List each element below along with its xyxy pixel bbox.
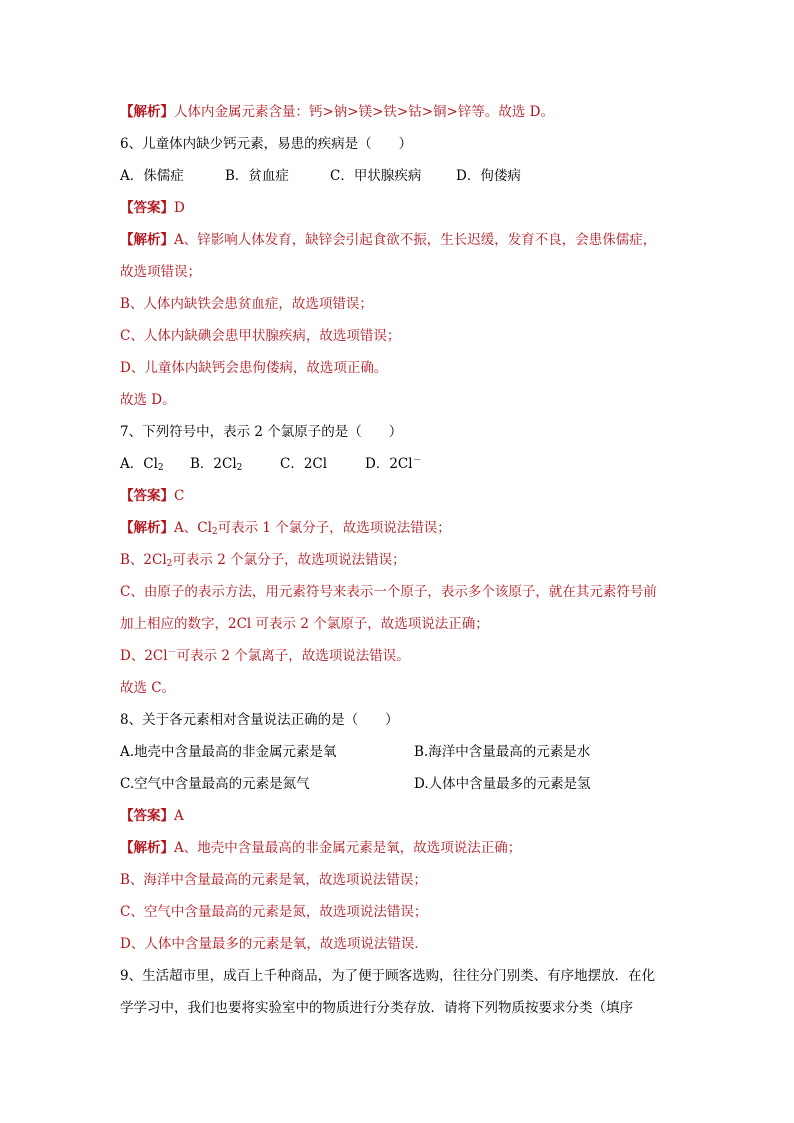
q6-conclusion: 故选 D。 (120, 392, 176, 408)
q8-analysis-3: C、空气中含量最高的元素是氮，故选项说法错误； (120, 904, 428, 920)
q8-option-a: A.地壳中含量最高的非金属元素是氧 (120, 744, 337, 760)
q7-conclusion: 故选 C。 (120, 680, 176, 696)
analysis-tag: 【解析】 (120, 104, 174, 120)
q8-option-d: D.人体中含量最多的元素是氢 (414, 776, 591, 792)
q7-analysis-4: 加上相应的数字，2Cl 可表示 2 个氯原子，故选项说法正确； (120, 616, 489, 632)
q6-option-b: B．贫血症 (225, 168, 289, 184)
q8-analysis-1 (120, 832, 680, 864)
q6-stem: 6、儿童体内缺少钙元素，易患的疾病是（ ） (120, 136, 413, 152)
q7-answer (120, 480, 680, 512)
q6-analysis-3: B、人体内缺铁会患贫血症，故选项错误； (120, 296, 373, 312)
q6-analysis-1 (120, 224, 680, 256)
q6-options (120, 160, 680, 192)
q8-options-row-1 (120, 736, 680, 768)
q7-option-d-text: D．2Cl (365, 456, 413, 472)
formula: B、2Cl (120, 552, 167, 568)
q6-option-c: C．甲状腺疾病 (330, 168, 422, 184)
q7-analysis-3: C、由原子的表示方法，用元素符号来表示一个原子，表示多个该原子，就在其元素符号前 (120, 584, 657, 600)
analysis-tag: 【解析】 (120, 840, 174, 856)
formula: A、Cl (174, 520, 212, 536)
q8-stem: 8、关于各元素相对含量说法正确的是（ ） (120, 712, 399, 728)
q6-analysis-2: 故选项错误； (120, 264, 201, 280)
q7-option-d-superscript: － (412, 456, 422, 466)
q6-analysis-5: D、儿童体内缺钙会患佝偻病，故选项正确。 (120, 360, 388, 376)
formula-superscript: － (167, 648, 177, 658)
q8-options-row-2 (120, 768, 680, 800)
q7-analysis-2 (120, 544, 680, 576)
answer-value: D (174, 200, 185, 216)
q8-option-c: C.空气中含量最高的元素是氮气 (120, 776, 310, 792)
answer-tag: 【答案】 (120, 200, 174, 216)
analysis-tag: 【解析】 (120, 520, 174, 536)
analysis-tag: 【解析】 (120, 232, 174, 248)
formula-subscript: 2 (211, 527, 218, 537)
q7-option-a (120, 448, 190, 480)
analysis-text: A、地壳中含量最高的非金属元素是氧，故选项说法正确； (174, 840, 522, 856)
q9-stem-line-1: 9、生活超市里，成百上千种商品，为了便于顾客选购，往往分门别类、有序地摆放．在化 (120, 968, 656, 984)
q6-analysis-4: C、人体内缺碘会患甲状腺疾病，故选项错误； (120, 328, 401, 344)
q8-option-b: B.海洋中含量最高的元素是水 (414, 744, 591, 760)
q5-analysis (120, 96, 680, 128)
analysis-text-rest: 可表示 1 个氯分子，故选项说法错误； (217, 520, 451, 536)
q7-option-c: C．2Cl (280, 456, 328, 472)
q8-analysis-4: D、人体中含量最多的元素是氧，故选项说法错误． (120, 936, 428, 952)
formula-subscript: 2 (166, 559, 173, 569)
q8-analysis-2: B、海洋中含量最高的元素是氧，故选项说法错误； (120, 872, 427, 888)
document-page (120, 96, 680, 1024)
analysis-text (174, 520, 451, 536)
answer-tag: 【答案】 (120, 808, 174, 824)
answer-value: C (174, 488, 185, 504)
q7-option-a-subscript: 2 (157, 463, 164, 473)
q7-stem: 7、下列符号中，表示 2 个氯原子的是（ ） (120, 424, 403, 440)
formula: D、2Cl (120, 648, 168, 664)
analysis-text-rest: 可表示 2 个氯分子，故选项说法错误； (172, 552, 406, 568)
answer-value: A (174, 808, 184, 824)
answer-tag: 【答案】 (120, 488, 174, 504)
q8-answer (120, 800, 680, 832)
q6-option-a: A．侏儒症 (120, 168, 184, 184)
analysis-text: A、锌影响人体发育，缺锌会引起食欲不振，生长迟缓，发育不良，会患侏儒症， (174, 232, 657, 248)
q7-option-b (190, 448, 280, 480)
q7-options (120, 448, 680, 480)
q9-stem-line-2: 学学习中，我们也要将实验室中的物质进行分类存放．请将下列物质按要求分类（填序 (120, 1000, 633, 1016)
analysis-text: 人体内金属元素含量：钙>钠>镁>铁>钴>铜>锌等。故选 D。 (174, 104, 554, 120)
q7-analysis-5 (120, 640, 680, 672)
q7-option-a-text: A．Cl (120, 456, 158, 472)
analysis-text-rest: 可表示 2 个氯离子，故选项说法错误。 (176, 648, 410, 664)
q6-answer (120, 192, 680, 224)
q7-analysis-1 (120, 512, 680, 544)
q7-option-b-subscript: 2 (236, 463, 243, 473)
q7-option-d (365, 448, 422, 480)
q7-option-b-text: B．2Cl (190, 456, 237, 472)
q6-option-d: D．佝偻病 (456, 168, 521, 184)
